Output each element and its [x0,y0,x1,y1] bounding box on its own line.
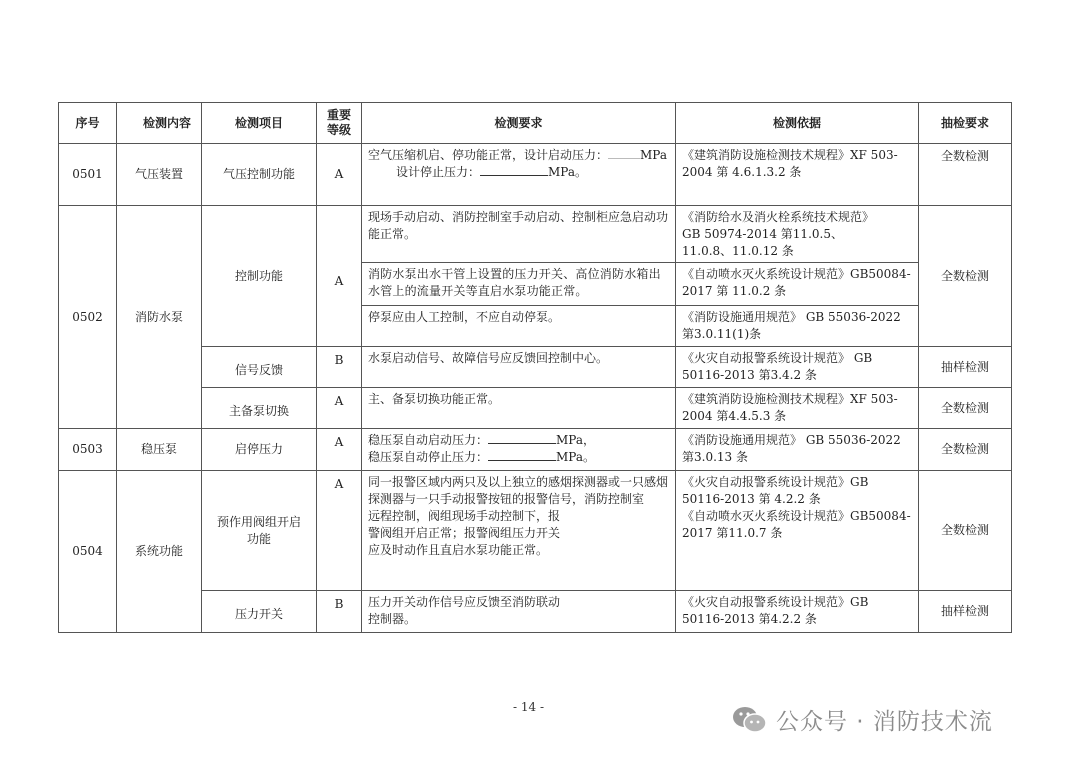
table-row [59,347,1012,388]
requirement-line [368,164,671,181]
row-sampling: 全数检测 [919,388,1012,429]
requirement-line [368,449,671,466]
table-row [59,471,1012,591]
header-basis: 检测依据 [676,103,919,144]
row-requirement: 消防水泵出水干管上设置的压力开关、高位消防水箱出水管上的流量开关等直启水泵功能正常。 [362,263,676,306]
row-requirement: 主、备泵切换功能正常。 [362,388,676,429]
table-row [59,591,1012,633]
row-level: A [317,471,362,591]
requirement-text: 稳压泵自动启动压力： [368,433,489,447]
row-basis: 《自动喷水灭火系统设计规范》GB50084-2017 第 11.0.2 条 [676,263,919,306]
table-header-row [59,103,1012,144]
requirement-text: 设计停止压力： [396,165,481,179]
blank-field [488,432,556,444]
row-content: 系统功能 [117,471,202,633]
watermark [732,703,993,736]
row-sampling: 全数检测 [919,429,1012,471]
blank-field [480,164,548,176]
unit-text: MPa [640,148,667,162]
row-content: 消防水泵 [117,206,202,429]
row-requirement [362,591,676,633]
row-basis: 《火灾自动报警系统设计规范》 GB 50116-2013 第3.4.2 条 [676,347,919,388]
watermark-text: 公众号 · 消防技术流 [776,709,993,735]
row-seq: 0502 [59,206,117,429]
row-item: 启停压力 [202,429,317,471]
row-item: 预作用阀组开启功能 [202,471,317,591]
page-number: - 14 - [513,700,545,714]
row-item: 主备泵切换 [202,388,317,429]
row-seq: 0501 [59,144,117,206]
row-item: 压力开关 [202,591,317,633]
unit-text: MPa。 [548,165,587,179]
unit-text: MPa， [556,433,595,447]
row-sampling: 全数检测 [919,471,1012,591]
requirement-line: 远程控制，阀组现场手动控制下，报 [368,509,561,523]
table-row [59,206,1012,263]
basis-line: 《自动喷水灭火系统设计规范》GB50084-2017 第11.0.7 条 [682,509,911,540]
header-content: 检测内容 [117,103,202,144]
requirement-line: 控制器。 [368,612,417,626]
row-basis: 《建筑消防设施检测技术规程》XF 503-2004 第 4.6.1.3.2 条 [676,144,919,206]
row-sampling: 抽样检测 [919,347,1012,388]
row-basis: 《火灾自动报警系统设计规范》GB 50116-2013 第4.2.2 条 [676,591,919,633]
row-basis [676,206,919,263]
row-requirement [362,471,676,591]
row-seq: 0503 [59,429,117,471]
row-requirement: 停泵应由人工控制，不应自动停泵。 [362,306,676,347]
basis-line: 11.0.8、11.0.12 条 [682,244,794,258]
requirement-line [368,147,671,164]
row-item: 信号反馈 [202,347,317,388]
requirement-text: 稳压泵自动停止压力： [368,450,489,464]
row-item: 控制功能 [202,206,317,347]
requirement-line: 应及时动作且直启水泵功能正常。 [368,543,549,557]
requirement-text: 空气压缩机启、停功能正常，设计启动压力： [368,148,609,162]
requirement-line: 压力开关动作信号应反馈至消防联动 [368,595,561,609]
row-level: A [317,429,362,471]
row-sampling: 全数检测 [919,144,1012,206]
header-level [317,103,362,144]
row-level: A [317,206,362,347]
row-basis: 《建筑消防设施检测技术规程》XF 503-2004 第4.4.5.3 条 [676,388,919,429]
row-requirement [362,429,676,471]
row-sampling: 全数检测 [919,206,1012,347]
row-requirement [362,144,676,206]
table-row [59,388,1012,429]
requirement-line [368,432,671,449]
row-level: B [317,347,362,388]
table-row [59,429,1012,471]
requirement-line: 同一报警区域内两只及以上独立的感烟探测器或一只感烟探测器与一只手动报警按钮的报警信号，消防控制室 [368,475,669,506]
basis-line: 《消防给水及消火栓系统技术规范》 [682,210,875,224]
header-sampling: 抽检要求 [919,103,1012,144]
header-level-text: 重要等级 [326,108,351,137]
requirement-line: 警阀组开启正常；报警阀组压力开关 [368,526,561,540]
row-content: 气压装置 [117,144,202,206]
header-seq: 序号 [59,103,117,144]
row-requirement: 水泵启动信号、故障信号应反馈回控制中心。 [362,347,676,388]
header-requirement: 检测要求 [362,103,676,144]
row-requirement: 现场手动启动、消防控制室手动启动、控制柜应急启动功能正常。 [362,206,676,263]
table-row [59,144,1012,206]
row-basis: 《消防设施通用规范》 GB 55036-2022 第3.0.11(1)条 [676,306,919,347]
header-item: 检测项目 [202,103,317,144]
row-basis [676,471,919,591]
wechat-icon [732,705,768,735]
blank-field [608,147,640,159]
row-seq: 0504 [59,471,117,633]
basis-line: 《火灾自动报警系统设计规范》GB 50116-2013 第 4.2.2 条 [682,475,869,506]
row-level: A [317,144,362,206]
blank-field [488,449,556,461]
basis-line: GB 50974-2014 第11.0.5、 [682,227,843,241]
row-level: B [317,591,362,633]
row-sampling: 抽样检测 [919,591,1012,633]
unit-text: MPa。 [556,450,595,464]
row-item: 气压控制功能 [202,144,317,206]
row-content: 稳压泵 [117,429,202,471]
row-basis: 《消防设施通用规范》 GB 55036-2022 第3.0.13 条 [676,429,919,471]
row-level: A [317,388,362,429]
inspection-table [58,102,1012,633]
